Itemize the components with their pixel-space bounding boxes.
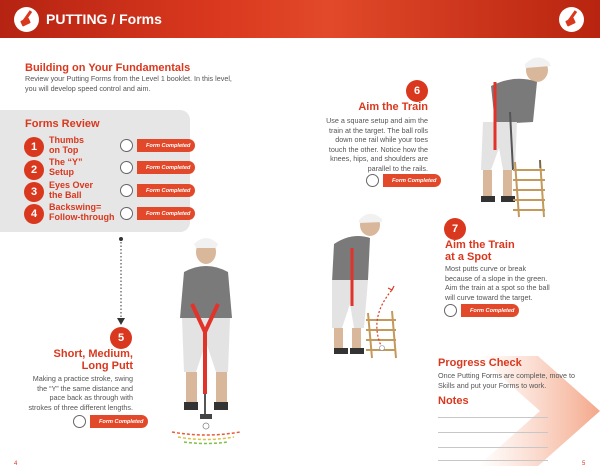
- checkbox-circle-icon: [120, 161, 133, 174]
- page-title: PUTTING / Forms: [46, 11, 162, 27]
- golfer-photo-aim-at-spot: [322, 208, 432, 363]
- notes-heading: Notes: [438, 395, 469, 407]
- step-6-number: 6: [406, 80, 428, 102]
- page-number-right: 5: [582, 461, 586, 467]
- step-5-title: Short, Medium, Long Putt: [53, 348, 133, 372]
- step-7-number: 7: [444, 218, 466, 240]
- checkbox-circle-icon: [120, 207, 133, 220]
- form-completed-checkbox-3[interactable]: Form Completed: [120, 183, 195, 198]
- notes-line: [438, 417, 548, 418]
- forms-review-heading: Forms Review: [25, 118, 100, 130]
- progress-check-text: Once Putting Forms are complete, move to Skills and put your Forms to work.: [438, 371, 576, 390]
- step-5-number: 5: [110, 327, 132, 349]
- step-6-text: Use a square setup and aim the train at the target. The ball rolls down one rail while your toes touch the other. Notice how the knees, hips, and shoulders are parallel to the rails.: [326, 116, 428, 173]
- step-5-text: Making a practice stroke, swing the “Y” the same distance and pace back as through with strokes of three different lengths.: [28, 374, 133, 412]
- intro-heading: Building on Your Fundamentals: [25, 62, 191, 74]
- golfer-photo-y-setup: [158, 232, 262, 447]
- review-item-label-4: Backswing= Follow-through: [49, 202, 115, 222]
- review-item-label-1: Thumbs on Top: [49, 135, 84, 155]
- review-item-label-2: The “Y” Setup: [49, 157, 83, 177]
- golfer-photo-aim-train: [455, 52, 575, 222]
- golf-ball-icon: [14, 7, 39, 32]
- page-number-left: 4: [14, 461, 18, 467]
- intro-text: Review your Putting Forms from the Level 1 booklet. In this level, you will develop speed control and aim.: [25, 74, 232, 93]
- notes-line: [438, 447, 548, 448]
- header-bar: [0, 0, 600, 38]
- step-6-form-completed-checkbox[interactable]: Form Completed: [366, 173, 441, 188]
- review-item-label-3: Eyes Over the Ball: [49, 180, 94, 200]
- checkbox-circle-icon: [444, 304, 457, 317]
- step-7-text: Most putts curve or break because of a slope in the green. Aim the train at a spot so the ball will curve toward the target.: [445, 264, 550, 302]
- review-number-4: 4: [24, 204, 44, 224]
- form-completed-checkbox-2[interactable]: Form Completed: [120, 160, 195, 175]
- checkbox-circle-icon: [120, 184, 133, 197]
- step-7-form-completed-checkbox[interactable]: Form Completed: [444, 303, 519, 318]
- checkbox-circle-icon: [366, 174, 379, 187]
- review-number-2: 2: [24, 160, 44, 180]
- dotted-connector: [114, 236, 128, 326]
- form-completed-checkbox-1[interactable]: Form Completed: [120, 138, 195, 153]
- notes-line: [438, 432, 548, 433]
- notes-line: [438, 460, 548, 461]
- step-7-title: Aim the Train at a Spot: [445, 239, 515, 263]
- form-completed-checkbox-4[interactable]: Form Completed: [120, 206, 195, 221]
- step-6-title: Aim the Train: [358, 101, 428, 113]
- review-number-1: 1: [24, 137, 44, 157]
- forms-review-panel: [0, 110, 190, 232]
- golf-ball-icon: [559, 7, 584, 32]
- progress-check-heading: Progress Check: [438, 357, 522, 369]
- checkbox-circle-icon: [120, 139, 133, 152]
- checkbox-circle-icon: [73, 415, 86, 428]
- step-5-form-completed-checkbox[interactable]: Form Completed: [73, 414, 148, 429]
- review-number-3: 3: [24, 182, 44, 202]
